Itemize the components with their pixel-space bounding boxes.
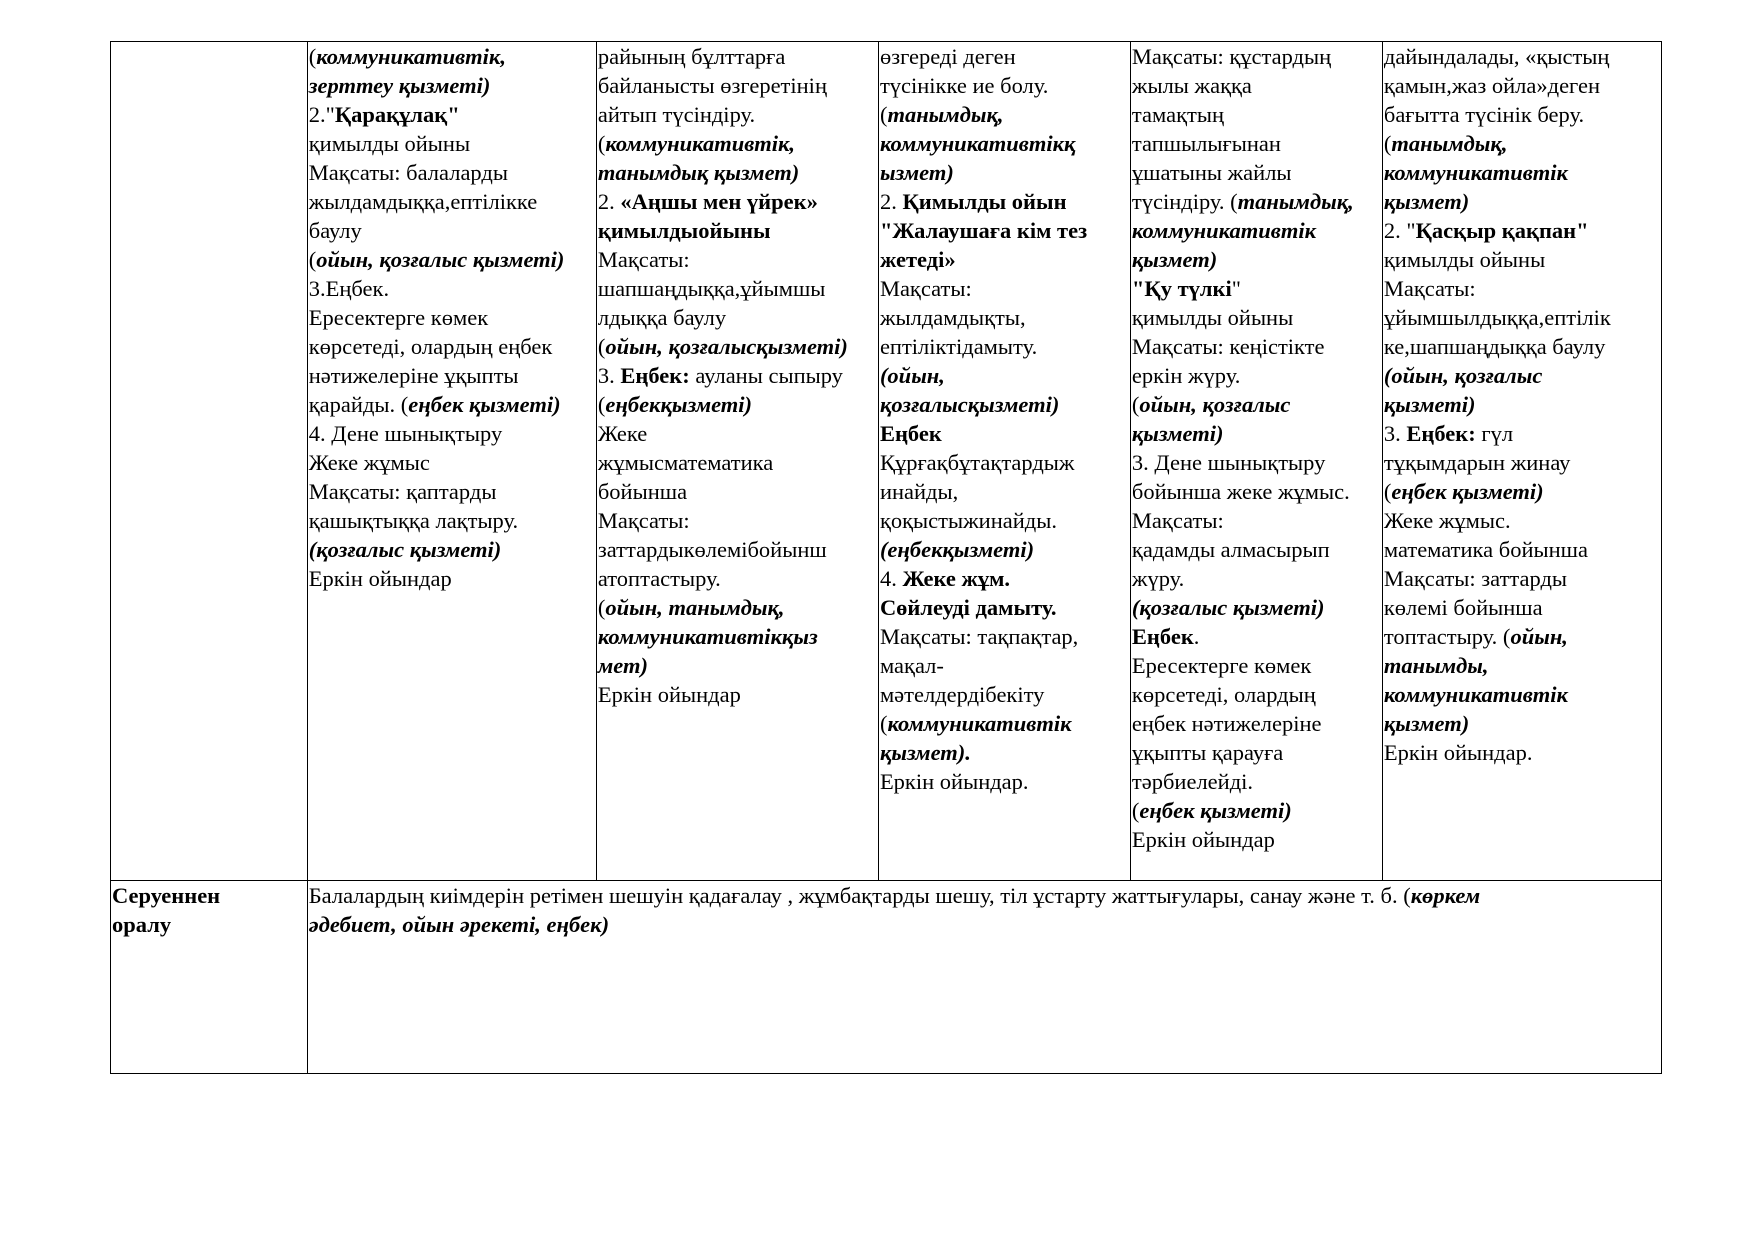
cell-line <box>1132 738 1381 767</box>
cell-line <box>1384 158 1660 187</box>
text-run: Мақсаты: <box>1383 276 1476 301</box>
cell-line <box>880 361 1129 390</box>
cell-line <box>880 245 1129 274</box>
text-run: ойын, қозғалыс қызметі) <box>316 247 565 272</box>
cell-line <box>309 245 595 274</box>
cell-line <box>1384 361 1660 390</box>
text-run: ( <box>308 247 317 272</box>
cell-line <box>1384 622 1660 651</box>
text-run: танымдық, <box>1237 189 1354 214</box>
text-run: қадамды алмасырып <box>1131 537 1330 562</box>
text-run: Қарақұлақ" <box>334 102 460 127</box>
text-run: танымдық қызмет) <box>597 160 800 185</box>
cell-line <box>880 332 1129 361</box>
cell-line <box>880 651 1129 680</box>
text-run: Қасқыр қақпан" <box>1415 218 1589 243</box>
text-run: Мақсаты: <box>1131 508 1224 533</box>
cell-line <box>1384 332 1660 361</box>
text-run: коммуникативтік <box>1383 160 1568 185</box>
cell-line <box>1384 738 1660 767</box>
cell-line <box>880 477 1129 506</box>
text-run: гүл <box>1475 421 1514 446</box>
cell-line <box>880 738 1129 767</box>
text-run: Еркін ойындар. <box>1383 740 1533 765</box>
cell-line <box>309 129 595 158</box>
cell-line <box>880 390 1129 419</box>
cell-line <box>1132 71 1381 100</box>
row-label-line: оралу <box>112 912 172 937</box>
cell-line <box>598 187 877 216</box>
text-run: Мақсаты: балаларды <box>308 160 508 185</box>
cell-line <box>598 651 877 680</box>
text-run: айтып түсіндіру. <box>597 102 756 127</box>
text-run: 2. <box>879 189 903 214</box>
cell-line <box>309 187 595 216</box>
cell-line <box>309 564 595 593</box>
text-run: ( <box>308 44 317 69</box>
cell-line <box>1384 187 1660 216</box>
cell-line <box>598 245 877 274</box>
cell-line <box>309 100 595 129</box>
text-run: ( <box>597 334 606 359</box>
text-run: жұмысматематика <box>597 450 774 475</box>
text-run: ( <box>1383 479 1392 504</box>
text-run: мет) <box>597 653 648 678</box>
cell-line <box>598 564 877 593</box>
text-run: Ересектерге көмек <box>308 305 489 330</box>
text-run: 2. <box>597 189 621 214</box>
text-run: қимылды ойыны <box>1131 305 1294 330</box>
cell-line <box>1384 419 1660 448</box>
text-run: түсіндіру. ( <box>1131 189 1238 214</box>
text-run: Сөйлеуді дамыту. <box>879 595 1057 620</box>
text-run: ауланы сыпыру <box>689 363 843 388</box>
cell-line <box>1132 390 1381 419</box>
text-run: Мақсаты: кеңістікте <box>1131 334 1325 359</box>
cell-line <box>880 622 1129 651</box>
cell-line <box>880 564 1129 593</box>
text-run: Еңбек: <box>1406 421 1476 446</box>
text-run: еңбек қызметі) <box>408 392 561 417</box>
text-run: лдыққа баулу <box>597 305 727 330</box>
cell-line <box>880 709 1129 738</box>
cell-line <box>880 535 1129 564</box>
cell-line <box>1132 448 1381 477</box>
cell-line <box>1132 825 1381 854</box>
text-run: тұқымдарын жинау <box>1383 450 1571 475</box>
cell-line <box>309 71 595 100</box>
text-run: ( <box>597 392 606 417</box>
cell-line <box>598 680 877 709</box>
text-run: мақал- <box>879 653 944 678</box>
text-run: қамын,жаз ойла»деген <box>1383 73 1601 98</box>
text-run: заттардыкөлемібойынш <box>597 537 827 562</box>
text-run: Жеке жұмыс. <box>1383 508 1511 533</box>
text-run: Мақсаты: құстардың <box>1131 44 1332 69</box>
cell-line <box>1132 564 1381 593</box>
text-run: зерттеу қызметі) <box>308 73 491 98</box>
schedule-table <box>110 41 1662 1074</box>
text-run: "Қу түлкі <box>1131 276 1232 301</box>
text-run: еңбекқызметі) <box>605 392 753 417</box>
cell-line <box>1384 216 1660 245</box>
cell-line <box>1132 593 1381 622</box>
text-run: ептіліктідамыту. <box>879 334 1038 359</box>
text-run: Мақсаты: <box>597 247 690 272</box>
text-run: қызмет) <box>1383 711 1470 736</box>
cell-line <box>880 71 1129 100</box>
cell-line <box>1132 506 1381 535</box>
text-run: қимылды ойыны <box>308 131 471 156</box>
text-run: танымды, <box>1383 653 1489 678</box>
text-run: қызмет) <box>1383 189 1470 214</box>
text-run: коммуникативтік, <box>316 44 506 69</box>
text-run: коммуникативтік <box>1383 682 1568 707</box>
text-run: еңбек қызметі) <box>1391 479 1544 504</box>
cell-line <box>1384 564 1660 593</box>
text-run: еркін жүру. <box>1131 363 1241 388</box>
cell-line <box>598 419 877 448</box>
row-label-line: Серуеннен <box>112 883 221 908</box>
cell-line <box>880 506 1129 535</box>
text-run: қозғалысқызметі) <box>879 392 1060 417</box>
cell-line <box>880 767 1129 796</box>
cell-line <box>1132 622 1381 651</box>
cell-line <box>1132 767 1381 796</box>
text-run: жетеді» <box>879 247 956 272</box>
cell-line <box>1132 303 1381 332</box>
text-run: ( <box>597 131 606 156</box>
cell-line <box>309 216 595 245</box>
cell-line <box>1132 477 1381 506</box>
text-run: бойынша жеке жұмыс. <box>1131 479 1350 504</box>
cell-line <box>309 274 595 303</box>
text-run: жылдамдыққа,ептілікке <box>308 189 538 214</box>
text-run: Еңбек <box>879 421 942 446</box>
text-run: танымдық, <box>887 102 1004 127</box>
text-run: мәтелдердібекіту <box>879 682 1045 707</box>
return-text-activity: көркем <box>1410 883 1481 908</box>
cell-line <box>1132 332 1381 361</box>
text-run: 3. Дене шынықтыру <box>1131 450 1326 475</box>
cell-line <box>598 71 877 100</box>
text-run: Мақсаты: заттарды <box>1383 566 1568 591</box>
cell-line <box>598 100 877 129</box>
text-run: қимылдыойыны <box>597 218 771 243</box>
text-run: 2." <box>308 102 335 127</box>
cell-line <box>880 158 1129 187</box>
text-run: Жеке <box>597 421 648 446</box>
text-run: Еркін ойындар <box>597 682 741 707</box>
row-label-cell <box>111 881 308 1074</box>
text-run: еңбек қызметі) <box>1139 798 1292 823</box>
text-run: тамақтың <box>1131 102 1224 127</box>
text-run: көрсетеді, олардың <box>1131 682 1316 707</box>
text-run: райының бұлттарға <box>597 44 786 69</box>
cell-line <box>880 680 1129 709</box>
text-run: қызметі) <box>1131 421 1224 446</box>
cell-line <box>309 332 595 361</box>
cell-line <box>309 303 595 332</box>
cell-line <box>1384 680 1660 709</box>
cell-line <box>309 419 595 448</box>
table-row <box>111 42 1662 881</box>
cell-line <box>1132 680 1381 709</box>
cell-line <box>1132 419 1381 448</box>
text-run: Жеке жұмыс <box>308 450 430 475</box>
text-run: жылы жаққа <box>1131 73 1252 98</box>
text-run: 3.Еңбек. <box>308 276 390 301</box>
text-run: 4. Дене шынықтыру <box>308 421 503 446</box>
text-run: коммуникативтік, <box>605 131 796 156</box>
cell-line <box>1384 129 1660 158</box>
wednesday-cell <box>878 42 1130 881</box>
cell-line <box>309 477 595 506</box>
text-run: ұқыпты қарауға <box>1131 740 1284 765</box>
text-run: ұшатыны жайлы <box>1131 160 1292 185</box>
cell-line <box>1132 42 1381 71</box>
return-from-walk-cell <box>307 881 1661 1074</box>
cell-line <box>309 158 595 187</box>
text-run: Еңбек: <box>620 363 690 388</box>
cell-line <box>598 216 877 245</box>
text-run: қоқыстыжинайды. <box>879 508 1057 533</box>
monday-cell <box>307 42 596 881</box>
cell-line <box>598 477 877 506</box>
cell-line <box>880 448 1129 477</box>
text-run: коммуникативтікқ <box>879 131 1076 156</box>
text-run: Жеке жұм. <box>902 566 1011 591</box>
text-run: ( <box>879 102 888 127</box>
table-row <box>111 881 1662 1074</box>
text-run: ( <box>1383 131 1392 156</box>
text-run: көрсетеді, олардың еңбек <box>308 334 553 359</box>
text-run: ке,шапшаңдыққа баулу <box>1383 334 1606 359</box>
return-text-activity: әдебиет, ойын әрекеті, еңбек) <box>308 912 610 937</box>
text-run: ойын, танымдық, <box>605 595 785 620</box>
cell-line <box>598 158 877 187</box>
cell-line <box>880 419 1129 448</box>
cell-line <box>1132 100 1381 129</box>
text-run: Еркін ойындар <box>308 566 452 591</box>
text-run: Еркін ойындар. <box>879 769 1029 794</box>
text-run: Мақсаты: <box>597 508 690 533</box>
text-run: танымдық, <box>1391 131 1508 156</box>
text-run: Ересектерге көмек <box>1131 653 1312 678</box>
text-run: коммуникативтік <box>1131 218 1316 243</box>
text-run: "Жалаушаға кім тез <box>879 218 1088 243</box>
text-run: 3. <box>597 363 621 388</box>
cell-line <box>309 390 595 419</box>
text-run: (еңбекқызметі) <box>879 537 1035 562</box>
text-run: дайындалады, «қыстың <box>1383 44 1610 69</box>
text-run: тәрбиелейді. <box>1131 769 1254 794</box>
text-run: байланысты өзгеретінің <box>597 73 827 98</box>
text-run: атоптастыру. <box>597 566 721 591</box>
text-run: ( <box>1131 798 1140 823</box>
text-run: Еркін ойындар <box>1131 827 1275 852</box>
text-run: қызметі) <box>1383 392 1476 417</box>
cell-line <box>1132 709 1381 738</box>
friday-cell <box>1382 42 1661 881</box>
text-run: Мақсаты: қаптарды <box>308 479 497 504</box>
text-run: . <box>1193 624 1200 649</box>
text-run: баулу <box>308 218 362 243</box>
text-run: тапшылығынан <box>1131 131 1281 156</box>
cell-line <box>1132 535 1381 564</box>
tuesday-cell <box>596 42 878 881</box>
thursday-cell <box>1130 42 1382 881</box>
cell-line <box>309 361 595 390</box>
return-text: Балалардың киімдерін ретімен шешуін қадағалау , жұмбақтарды шешу, тіл ұстарту жаттығулары, санау және т. б. ( <box>308 883 1411 908</box>
cell-line <box>1384 651 1660 680</box>
text-run: ( <box>597 595 606 620</box>
cell-line <box>598 506 877 535</box>
cell-line <box>1132 216 1381 245</box>
text-run: Мақсаты: <box>879 276 972 301</box>
text-run: ойын, қозғалыс <box>1139 392 1291 417</box>
text-run: математика бойынша <box>1383 537 1588 562</box>
text-run: еңбек нәтижелеріне <box>1131 711 1322 736</box>
cell-line <box>1384 448 1660 477</box>
cell-line <box>880 303 1129 332</box>
cell-line <box>1384 477 1660 506</box>
text-run: ызмет) <box>879 160 954 185</box>
cell-line <box>598 303 877 332</box>
text-run: қызмет). <box>879 740 971 765</box>
text-run: инайды, <box>879 479 959 504</box>
cell-line <box>598 361 877 390</box>
cell-line <box>880 274 1129 303</box>
cell-line <box>880 187 1129 216</box>
text-run: қашықтыққа лақтыру. <box>308 508 519 533</box>
cell-line <box>1384 42 1660 71</box>
cell-line <box>309 535 595 564</box>
cell-line <box>598 622 877 651</box>
cell-line <box>309 506 595 535</box>
cell-line <box>598 42 877 71</box>
text-run: 4. <box>879 566 903 591</box>
cell-line <box>1384 303 1660 332</box>
cell-line <box>598 535 877 564</box>
cell-line <box>1132 274 1381 303</box>
cell-line <box>1132 796 1381 825</box>
cell-line <box>1384 709 1660 738</box>
cell-line <box>1384 535 1660 564</box>
cell-line <box>1132 361 1381 390</box>
text-run: коммуникативтік <box>887 711 1072 736</box>
cell-line <box>1384 593 1660 622</box>
text-run: жылдамдықты, <box>879 305 1026 330</box>
text-run: нәтижелеріне ұқыпты <box>308 363 519 388</box>
cell-line <box>1384 274 1660 303</box>
cell-line <box>1384 71 1660 100</box>
cell-line <box>598 274 877 303</box>
text-run: ұйымшылдыққа,ептілік <box>1383 305 1611 330</box>
text-run: топтастыру. ( <box>1383 624 1511 649</box>
text-run: қызмет) <box>1131 247 1218 272</box>
text-run: жүру. <box>1131 566 1185 591</box>
text-run: көлемі бойынша <box>1383 595 1543 620</box>
text-run: (ойын, <box>879 363 945 388</box>
text-run: (ойын, қозғалыс <box>1383 363 1543 388</box>
cell-line <box>598 129 877 158</box>
cell-line <box>1132 187 1381 216</box>
text-run: түсінікке ие болу. <box>879 73 1049 98</box>
cell-line <box>1132 129 1381 158</box>
cell-line <box>1384 506 1660 535</box>
cell-line <box>598 448 877 477</box>
cell-line <box>880 129 1129 158</box>
cell-line <box>1132 158 1381 187</box>
text-run: ( <box>1131 392 1140 417</box>
text-run: «Аңшы мен үйрек» <box>620 189 818 214</box>
cell-line <box>1384 245 1660 274</box>
text-run: Еңбек <box>1131 624 1194 649</box>
cell-line <box>1384 390 1660 419</box>
text-run: Мақсаты: тақпақтар, <box>879 624 1079 649</box>
text-run: (қозғалыс қызметі) <box>1131 595 1325 620</box>
text-run: шапшаңдыққа,ұйымшы <box>597 276 826 301</box>
text-run: қарайды. ( <box>308 392 409 417</box>
text-run: коммуникативтікқыз <box>597 624 818 649</box>
text-run: ( <box>879 711 888 736</box>
row-label-cell <box>111 42 308 881</box>
cell-line <box>309 42 595 71</box>
text-run: бағытта түсінік беру. <box>1383 102 1585 127</box>
cell-line <box>880 100 1129 129</box>
cell-line <box>309 448 595 477</box>
cell-line <box>880 216 1129 245</box>
cell-line <box>598 332 877 361</box>
cell-line <box>598 390 877 419</box>
text-run: бойынша <box>597 479 688 504</box>
text-run: Құрғақбұтақтардыж <box>879 450 1075 475</box>
text-run: 3. <box>1383 421 1407 446</box>
text-run: өзгереді деген <box>879 44 1016 69</box>
cell-line <box>880 593 1129 622</box>
text-run: ойын, қозғалысқызметі) <box>605 334 848 359</box>
text-run: " <box>1231 276 1241 301</box>
cell-line <box>880 42 1129 71</box>
text-run: 2. " <box>1383 218 1416 243</box>
text-run: Қимылды ойын <box>902 189 1067 214</box>
cell-line <box>1132 651 1381 680</box>
cell-line <box>1132 245 1381 274</box>
cell-line <box>1384 100 1660 129</box>
text-run: қимылды ойыны <box>1383 247 1546 272</box>
text-run: (қозғалыс қызметі) <box>308 537 502 562</box>
text-run: ойын, <box>1510 624 1568 649</box>
cell-line <box>598 593 877 622</box>
